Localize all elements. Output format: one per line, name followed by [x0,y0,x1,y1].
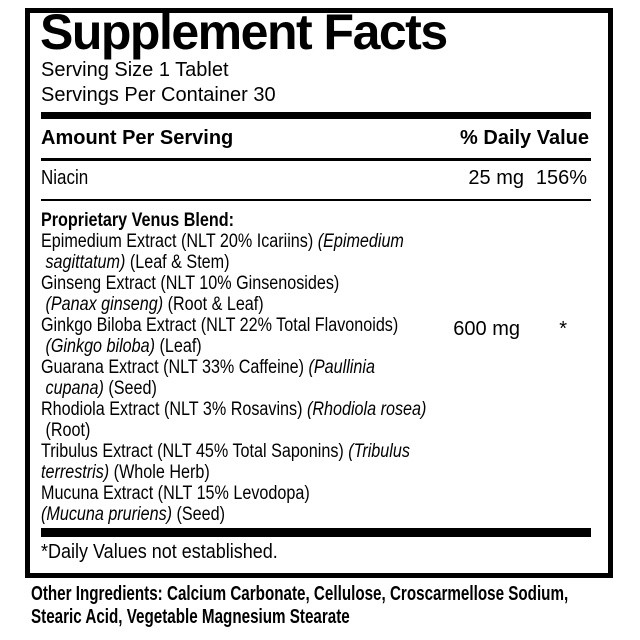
other-ingredients [31,583,640,629]
proprietary-blend-list [41,210,594,525]
footnote-text: *Daily Values not established. [41,541,278,563]
other-ingredients-line-1: Other Ingredients: Calcium Carbonate, Cellulose, Croscarmellose Sodium, [31,583,569,605]
nutrient-daily-value: 156% [535,167,587,189]
supplement-facts-panel [25,4,613,578]
nutrient-name-text: Niacin [41,167,89,189]
blend-daily-value-asterisk: * [559,318,567,340]
divider-medium [41,158,591,161]
blend-line: Ginseng Extract (NLT 10% Ginsenosides) [41,273,340,294]
blend-line: Mucuna Extract (NLT 15% Levodopa) [41,483,310,504]
amount-per-serving-header: Amount Per Serving [41,127,234,149]
blend-line: sagittatum) (Leaf & Stem) [41,252,230,273]
nutrient-amount: 25 mg [468,167,524,189]
daily-value-header: % Daily Value [460,127,589,149]
divider-thin [41,199,591,201]
blend-line: Epimedium Extract (NLT 20% Icariins) (Epimedium [41,231,404,252]
nutrient-name [41,166,97,191]
divider-thick-top [41,112,591,119]
blend-amount: 600 mg [453,318,520,340]
blend-line: cupana) (Seed) [45,378,157,399]
blend-line: Proprietary Venus Blend: [41,210,234,231]
blend-line: terrestris) (Whole Herb) [41,462,210,483]
blend-line: Ginkgo Biloba Extract (NLT 22% Total Flavonoids) [41,315,399,336]
blend-line: (Ginkgo biloba) (Leaf) [45,336,202,357]
divider-thick-bottom [41,528,591,537]
blend-line: (Root) [41,420,91,441]
blend-line: Tribulus Extract (NLT 45% Total Saponins) (Tribulus [41,441,410,462]
servings-per-container-text: Servings Per Container 30 [41,84,276,106]
blend-line: Guarana Extract (NLT 33% Caffeine) (Paullinia [41,357,375,378]
blend-line: (Mucuna pruriens) (Seed) [41,504,226,525]
blend-line: Rhodiola Extract (NLT 3% Rosavins) (Rhodiola rosea) [41,399,427,420]
serving-size-text: Serving Size 1 Tablet [41,59,229,81]
panel-title: Supplement Facts [40,4,447,60]
blend-line: (Panax ginseng) (Root & Leaf) [45,294,264,315]
other-ingredients-line-2: Stearic Acid, Vegetable Magnesium Stearate [31,606,350,628]
footnote [41,542,304,563]
